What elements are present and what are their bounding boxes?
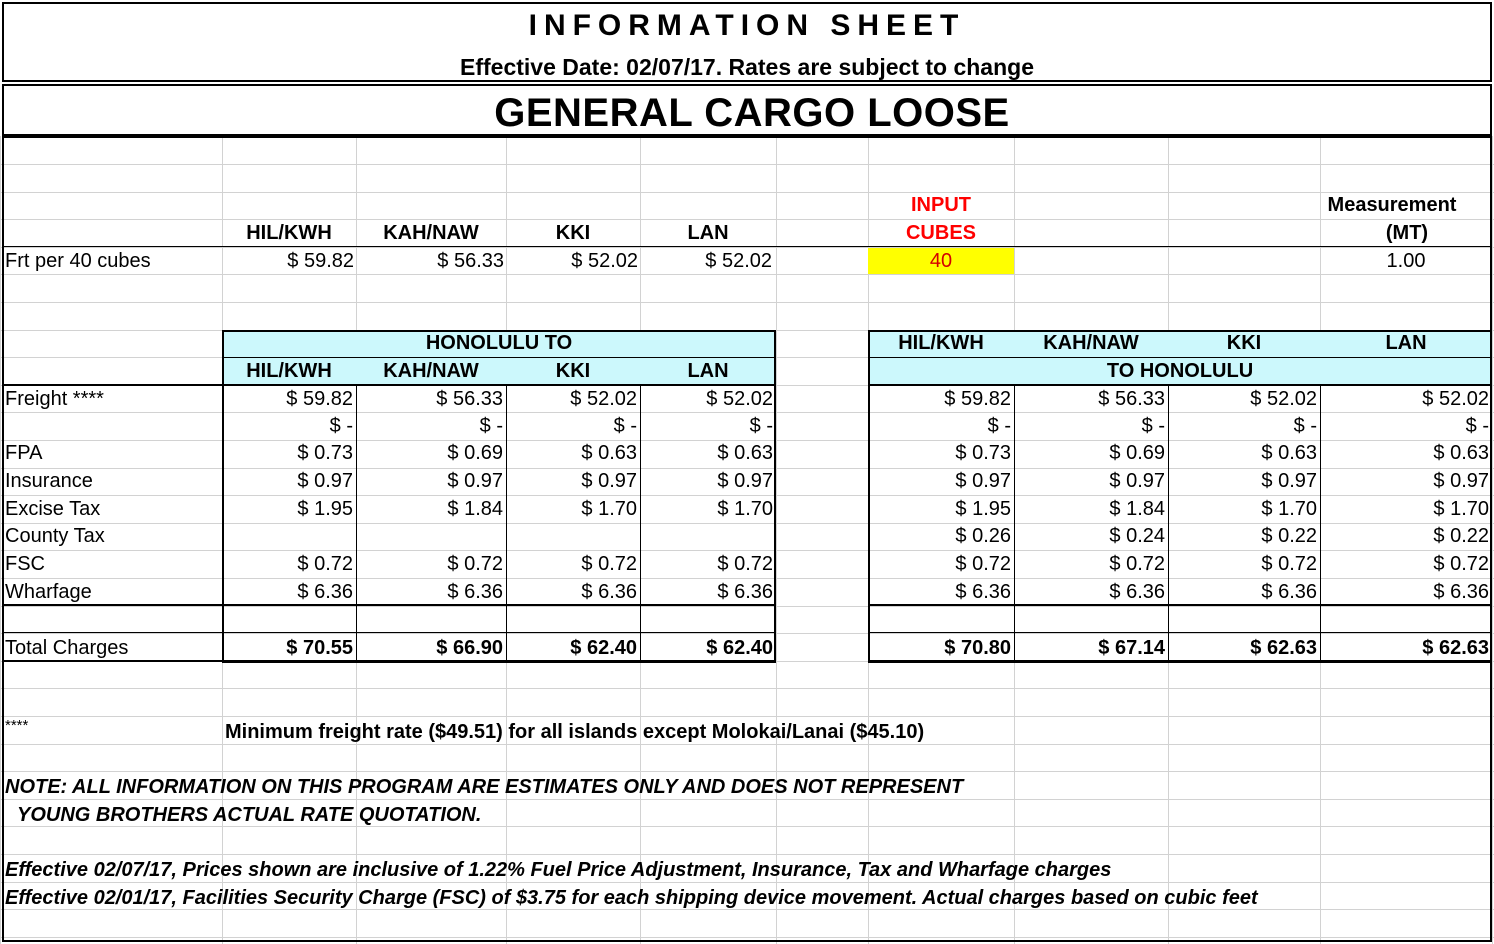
from-charge-value — [222, 523, 353, 550]
to-charge-value: $ 0.72 — [1261, 553, 1317, 575]
from-charge-value: $ 59.82 — [286, 388, 353, 410]
to-charge-value: $ 6.36 — [1433, 581, 1489, 603]
from-charge-value: $ 6.36 — [297, 581, 353, 603]
to-charge-value: $ 59.82 — [944, 388, 1011, 410]
from-charge-value: $ 0.72 — [581, 553, 637, 575]
to-charge-value: $ 0.73 — [955, 442, 1011, 464]
from-charge-value: $ 1.84 — [447, 498, 503, 520]
gridline-horizontal — [0, 716, 1494, 717]
gridline-horizontal — [0, 302, 1494, 303]
to-charge-value: $ 1.95 — [955, 498, 1011, 520]
input-port-hil: HIL/KWH — [246, 222, 332, 244]
frt-per-40-label: Frt per 40 cubes — [5, 250, 151, 272]
input-label-line1: INPUT — [911, 194, 971, 216]
to-charge-value: $ 0.63 — [1261, 442, 1317, 464]
to-total-value: $ 62.63 — [1250, 637, 1317, 659]
row-label: Freight **** — [5, 388, 104, 410]
to-charge-value: $ 0.97 — [1261, 470, 1317, 492]
to-charge-value: $ 56.33 — [1098, 388, 1165, 410]
from-port-kah: KAH/NAW — [383, 360, 479, 382]
to-charge-value: $ 0.97 — [1433, 470, 1489, 492]
to-charge-value: $ 0.72 — [955, 553, 1011, 575]
minimum-rate-note: Minimum freight rate ($49.51) for all islands except Molokai/Lanai ($45.10) — [225, 721, 925, 743]
sheet-box-bottom — [2, 940, 1492, 942]
sheet-title: INFORMATION SHEET — [528, 9, 966, 42]
from-charge-value: $ - — [479, 415, 503, 437]
to-charge-value: $ 1.70 — [1433, 498, 1489, 520]
from-port-lan: LAN — [687, 360, 729, 382]
to-charge-value: $ 1.84 — [1109, 498, 1165, 520]
to-charge-value: $ 6.36 — [1261, 581, 1317, 603]
row-label: County Tax — [5, 525, 105, 547]
from-total-rule — [2, 632, 776, 633]
to-charge-value: $ 0.22 — [1433, 525, 1489, 547]
estimate-note-line1: NOTE: ALL INFORMATION ON THIS PROGRAM ARE ESTIMATES ONLY AND DOES NOT REPRESENT — [5, 776, 964, 798]
to-charge-value: $ - — [987, 415, 1011, 437]
to-port-lan: LAN — [1385, 332, 1427, 354]
effective-date: Effective Date: 02/07/17. Rates are subject to change — [460, 54, 1034, 80]
to-charge-value: $ 6.36 — [955, 581, 1011, 603]
from-charge-value: $ 0.72 — [447, 553, 503, 575]
to-charge-value: $ 1.70 — [1261, 498, 1317, 520]
total-charges-label: Total Charges — [5, 637, 129, 659]
gridline-horizontal — [0, 854, 1494, 855]
from-charge-value: $ 6.36 — [717, 581, 773, 603]
from-charge-value: $ 6.36 — [447, 581, 503, 603]
from-charge-value: $ 0.72 — [297, 553, 353, 575]
row-label: Excise Tax — [5, 498, 101, 520]
from-charge-value: $ 0.97 — [297, 470, 353, 492]
from-port-kki: KKI — [555, 360, 591, 382]
from-charge-value: $ - — [329, 415, 353, 437]
from-charge-value — [640, 523, 773, 550]
from-charge-value: $ 52.02 — [570, 388, 637, 410]
gridline-horizontal — [0, 164, 1494, 165]
to-total-value: $ 70.80 — [944, 637, 1011, 659]
measurement-label-line1: Measurement — [1327, 194, 1457, 216]
to-charge-value: $ 0.63 — [1433, 442, 1489, 464]
to-honolulu-header: TO HONOLULU — [1106, 360, 1254, 382]
estimate-note-line2: YOUNG BROTHERS ACTUAL RATE QUOTATION. — [17, 804, 482, 826]
to-charge-value: $ 52.02 — [1422, 388, 1489, 410]
input-port-kah: KAH/NAW — [383, 222, 479, 244]
gridline-horizontal — [0, 771, 1494, 772]
from-charge-value: $ 6.36 — [581, 581, 637, 603]
frt-value-lan: $ 52.02 — [705, 250, 772, 272]
to-charge-value: $ 0.72 — [1109, 553, 1165, 575]
from-total-value: $ 70.55 — [286, 637, 353, 659]
gridline-horizontal — [0, 192, 1494, 193]
gridline-horizontal — [0, 937, 1494, 938]
row-label: Wharfage — [5, 581, 92, 603]
honolulu-to-header: HONOLULU TO — [425, 332, 573, 354]
from-total-value: $ 62.40 — [706, 637, 773, 659]
to-total-rule — [868, 632, 1492, 633]
to-charge-value: $ 0.97 — [955, 470, 1011, 492]
to-port-kki: KKI — [1226, 332, 1262, 354]
measurement-label-line2: (MT) — [1385, 222, 1429, 244]
input-port-kki: KKI — [555, 222, 591, 244]
to-port-hil: HIL/KWH — [898, 332, 984, 354]
to-charge-value: $ - — [1465, 415, 1489, 437]
to-charge-value: $ 52.02 — [1250, 388, 1317, 410]
to-charge-value: $ 0.69 — [1109, 442, 1165, 464]
frt-value-hil: $ 59.82 — [287, 250, 354, 272]
measurement-value: 1.00 — [1386, 250, 1426, 272]
row-label — [5, 413, 220, 440]
gridline-horizontal — [0, 633, 1494, 634]
to-charge-value: $ 0.97 — [1109, 470, 1165, 492]
from-charge-value: $ 0.73 — [297, 442, 353, 464]
to-charge-value: $ 0.22 — [1261, 525, 1317, 547]
input-port-lan: LAN — [687, 222, 729, 244]
row-label: FSC — [5, 553, 45, 575]
to-total-value: $ 67.14 — [1098, 637, 1165, 659]
from-charge-value: $ 1.70 — [717, 498, 773, 520]
input-cubes-field[interactable]: 40 — [929, 250, 953, 272]
footnote-stars: **** — [5, 717, 29, 734]
effective-fsc-note: Effective 02/01/17, Facilities Security Charge (FSC) of $3.75 for each shipping device movement. Actual charges based on cubic feet — [5, 887, 1258, 909]
from-charge-value — [356, 523, 503, 550]
from-charge-value: $ - — [749, 415, 773, 437]
from-charge-value: $ 52.02 — [706, 388, 773, 410]
from-total-value: $ 66.90 — [436, 637, 503, 659]
to-charge-value: $ 0.26 — [955, 525, 1011, 547]
gridline-vertical — [1492, 136, 1493, 944]
row-label: FPA — [5, 442, 43, 464]
cargo-type-title: GENERAL CARGO LOOSE — [494, 91, 1010, 135]
to-charge-value: $ 0.72 — [1433, 553, 1489, 575]
row-label: Insurance — [5, 470, 93, 492]
frt-value-kah: $ 56.33 — [437, 250, 504, 272]
from-charge-value: $ 0.63 — [581, 442, 637, 464]
from-charge-value: $ 0.97 — [447, 470, 503, 492]
from-charge-value: $ 0.97 — [581, 470, 637, 492]
to-charge-value: $ - — [1293, 415, 1317, 437]
to-total-value: $ 62.63 — [1422, 637, 1489, 659]
gridline-vertical — [0, 136, 1, 944]
from-charge-value: $ 1.95 — [297, 498, 353, 520]
from-charge-value: $ 0.97 — [717, 470, 773, 492]
input-label-line2: CUBES — [905, 222, 976, 244]
subtitle-box-top — [2, 84, 1492, 86]
from-charge-value — [506, 523, 637, 550]
from-charge-value: $ 1.70 — [581, 498, 637, 520]
title-box-top — [2, 2, 1492, 4]
gridline-horizontal — [0, 688, 1494, 689]
gridline-vertical — [776, 136, 777, 944]
gridline-horizontal — [0, 606, 1494, 607]
to-charge-value: $ - — [1141, 415, 1165, 437]
from-charge-value: $ 56.33 — [436, 388, 503, 410]
from-charge-value: $ 0.63 — [717, 442, 773, 464]
to-charge-value: $ 0.24 — [1109, 525, 1165, 547]
from-charge-value: $ - — [613, 415, 637, 437]
to-port-kah: KAH/NAW — [1043, 332, 1139, 354]
from-charge-value: $ 0.69 — [447, 442, 503, 464]
from-total-value: $ 62.40 — [570, 637, 637, 659]
frt-value-kki: $ 52.02 — [571, 250, 638, 272]
from-charge-value: $ 0.72 — [717, 553, 773, 575]
effective-fpa-note: Effective 02/07/17, Prices shown are inclusive of 1.22% Fuel Price Adjustment, Insurance, Tax and Wharfage charges — [5, 859, 1112, 881]
from-port-hil: HIL/KWH — [246, 360, 332, 382]
sheet-box-left — [2, 136, 4, 942]
to-charge-value: $ 6.36 — [1109, 581, 1165, 603]
